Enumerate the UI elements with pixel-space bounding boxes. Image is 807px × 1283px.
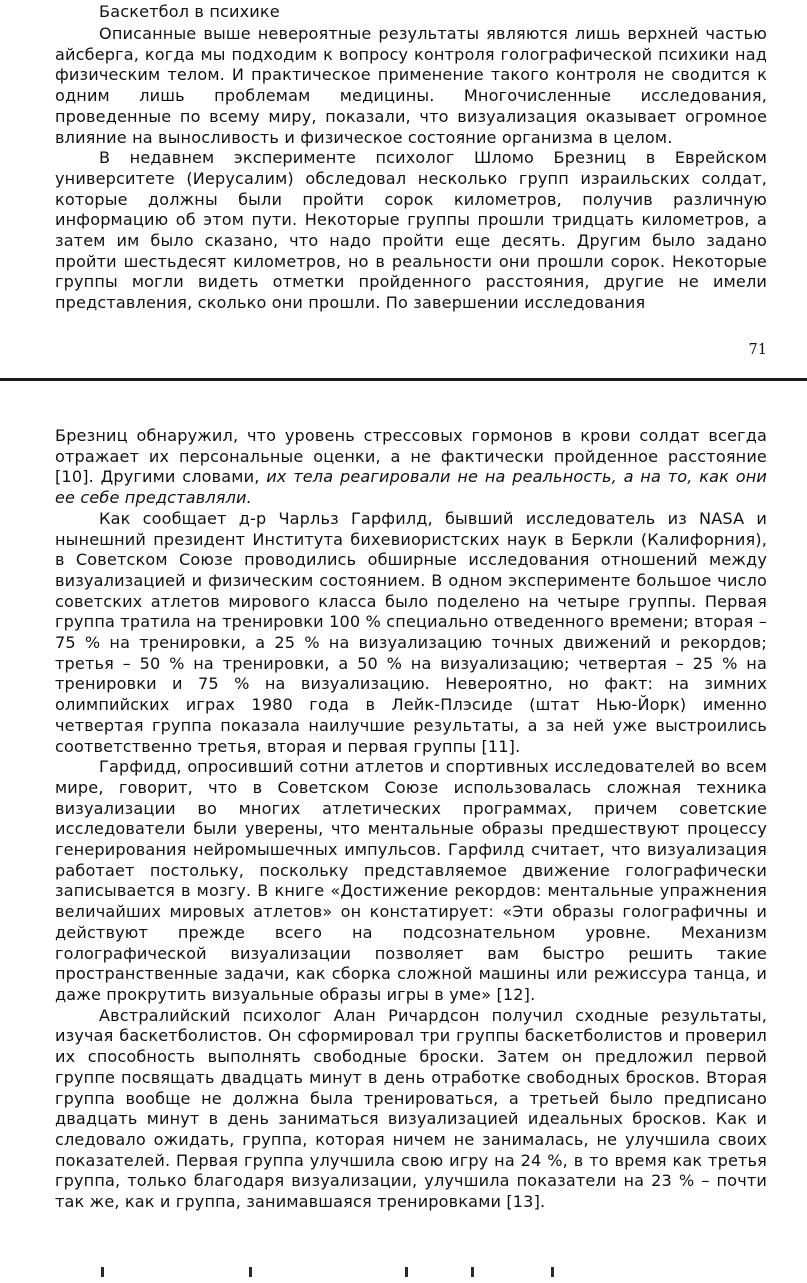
paragraph-garfield: Как сообщает д-р Чарльз Гарфилд, бывший исследователь из NASA и нынешний президент Института бихевиористских наук в Беркли (Калифорния), в Советском Союзе проводились обширные исследования отношений между визуализацией и физическим состоянием. В одном эксперименте большое число советских атлетов мирового класса было поделено на четыре группы. Первая группа тратила на тренировки 100 % специально отведенного времени; вторая – 75 % на тренировки, а 25 % на визуализацию точных движений и рекордов; третья – 50 % на тренировки, а 50 % на визуализацию; четвертая – 25 % на тренировки и 75 % на визуализацию. Невероятно, но факт: на зимних олимпийских играх 1980 года в Лейк-Плэсиде (штат Нью-Йорк) именно четвертая группа показала наилучшие результаты, а за ней уже выстроились соответственно третья, вторая и первая группы [11]. bbox=[55, 508, 767, 756]
page-divider bbox=[0, 378, 807, 381]
continuation-paragraph bbox=[55, 426, 767, 509]
paragraph-richardson: Австралийский психолог Алан Ричардсон получил сходные результаты, изучая баскетболистов. Он сформировал три группы баскетболистов и проверил их способность выполнять свободные броски. Затем он предложил первой группе посвящать двадцать минут в день отработке свободных бросков. Вторая группа вообще не должна была тренироваться, а третьей было предписано двадцать минут в день заниматься визуализацией идеальных бросков. Как и следовало ожидать, группа, которая ничем не занималась, не улучшила своих показателей. Первая группа улучшила свою игру на 24 %, в то время как третья группа, только благодаря визуализации, улучшила показатели на 23 % – почти так же, как и группа, занимавшаяся тренировками [13]. bbox=[55, 1005, 767, 1212]
section-heading: Баскетбол в психике bbox=[99, 2, 280, 21]
paragraph-garfield-survey: Гарфидд, опросивший сотни атлетов и спортивных исследователей во всем мире, говорит, что в Советском Союзе использовалась сложная техника визуализации во многих атлетических программах, причем советские исследователи были уверены, что ментальные образы предшествуют процессу генерирования нейромышечных импульсов. Гарфилд считает, что визуализация работает постольку, поскольку представляемое движение голографически записывается в мозгу. В книге «Достижение рекордов: ментальные упражнения величайших мировых атлетов» он констатирует: «Эти образы голографичны и действуют прежде всего на подсознательном уровне. Механизм голографической визуализации позволяет вам быстро решить такие пространственные задачи, как сборка сложной машины или режиссура танца, и даже прокрутить визуальные образы игры в уме» [12]. bbox=[55, 757, 767, 1004]
page-71 bbox=[0, 0, 807, 378]
paragraph-1: Описанные выше невероятные результаты являются лишь верхней частью айсберга, когда мы подходим к вопросу контроля голографической психики над физическим телом. И практическое применение такого контроля не сводится к одним лишь проблемам медицины. Многочисленные исследования, проведенные по всему миру, показали, что визуализация оказывает огромное влияние на выносливость и физическое состояние организма в целом. bbox=[55, 24, 767, 147]
page-72 bbox=[0, 386, 807, 1280]
continuation-italic: их тела реагировали не на реальность, а на то, как они ее себе представляли. bbox=[55, 467, 767, 508]
page-number: 71 bbox=[748, 342, 767, 358]
page-72-text bbox=[55, 426, 767, 1213]
paragraph-2: В недавнем эксперименте психолог Шломо Брезниц в Еврейском университете (Иерусалим) обследовал несколько групп израильских солдат, которые должны были пройти сорок километров, получив различную информацию об этом пути. Некоторые группы прошли тридцать километров, а затем им было сказано, что надо пройти еще десять. Другим было задано пройти шестьдесят километров, но в реальности они прошли сорок. Некоторые группы могли видеть отметки пройденного расстояния, другие не имели представления, сколько они прошли. По завершении исследования bbox=[55, 148, 767, 313]
page-71-text bbox=[55, 2, 767, 314]
continuation-text: Брезниц обнаружил, что уровень стрессовых гормонов в крови солдат всегда отражает их персональные оценки, а не фактически пройденное расстояние [10]. Другими словами, bbox=[55, 426, 767, 487]
